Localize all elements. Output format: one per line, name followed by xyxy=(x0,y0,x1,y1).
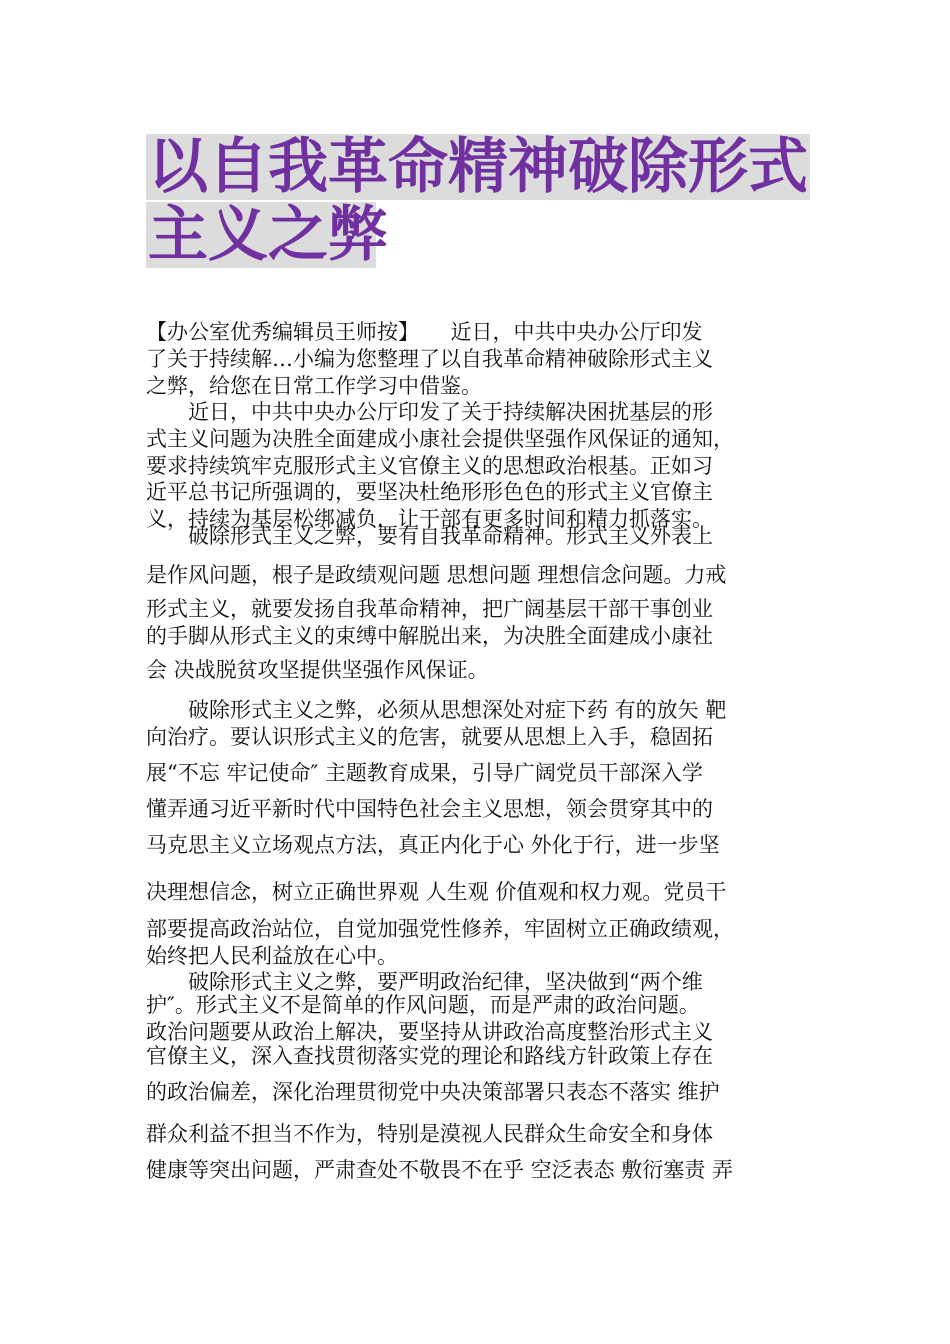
body-line: 决理想信念，树立正确世界观 人生观 价值观和权力观。党员干 xyxy=(146,880,727,904)
document-title-line-1: 以自我革命精神破除形式 xyxy=(148,132,808,202)
body-line: 政治问题要从政治上解决，要坚持从讲政治高度整治形式主义 xyxy=(146,1020,713,1044)
body-line: 懂弄通习近平新时代中国特色社会主义思想，领会贯穿其中的 xyxy=(146,797,713,821)
body-line: 向治疗。要认识形式主义的危害，就要从思想上入手，稳固拓 xyxy=(146,725,713,749)
body-line: 近日，中共中央办公厅印发了关于持续解决困扰基层的形 xyxy=(146,400,713,424)
body-line: 义，持续为基层松绑减负，让干部有更多时间和精力抓落实。 xyxy=(146,507,713,531)
body-line: 式主义问题为决胜全面建成小康社会提供坚强作风保证的通知， xyxy=(146,427,734,451)
body-line: 形式主义，就要发扬自我革命精神，把广阔基层干部干事创业 xyxy=(146,597,713,621)
body-line: 近平总书记所强调的，要坚决杜绝形形色色的形式主义官僚主 xyxy=(146,480,713,504)
body-line: 官僚主义，深入查找贯彻落实党的理论和路线方针政策上存在 xyxy=(146,1044,713,1068)
body-line: 健康等突出问题，严肃查处不敬畏不在乎 空泛表态 敷衍塞责 弄 xyxy=(146,1158,734,1182)
body-line: 展“不忘 牢记使命″ 主题教育成果，引导广阔党员干部深入学 xyxy=(146,761,703,785)
body-line: 破除形式主义之弊，要有自我革命精神。形式主义外表上 xyxy=(146,524,713,548)
body-line: 是作风问题，根子是政绩观问题 思想问题 理想信念问题。力戒 xyxy=(146,563,727,587)
body-line: 群众利益不担当不作为，特别是漠视人民群众生命安全和身体 xyxy=(146,1122,713,1146)
body-line: 马克思主义立场观点方法，真正内化于心 外化于行，进一步坚 xyxy=(146,833,720,857)
body-line: 始终把人民利益放在心中。 xyxy=(146,944,398,968)
body-line: 的手脚从形式主义的束缚中解脱出来，为决胜全面建成小康社 xyxy=(146,624,713,648)
body-line: 会 决战脱贫攻坚提供坚强作风保证。 xyxy=(146,658,489,682)
body-line: 之弊，给您在日常工作学习中借鉴。 xyxy=(146,374,482,398)
body-line: 【办公室优秀编辑员王师按】 近日，中共中央办公厅印发 xyxy=(146,320,703,344)
body-line: 破除形式主义之弊，要严明政治纪律，坚决做到“两个维 xyxy=(146,970,703,994)
body-line: 的政治偏差，深化治理贯彻党中央决策部署只表态不落实 维护 xyxy=(146,1080,720,1104)
body-line: 部要提高政治站位，自觉加强党性修养，牢固树立正确政绩观， xyxy=(146,917,734,941)
body-line: 了关于持续解…小编为您整理了以自我革命精神破除形式主义 xyxy=(146,347,713,371)
document-title-line-2: 主义之弊 xyxy=(148,200,388,270)
body-line: 破除形式主义之弊，必须从思想深处对症下药 有的放矢 靶 xyxy=(146,698,727,722)
body-line: 要求持续筑牢克服形式主义官僚主义的思想政治根基。正如习 xyxy=(146,454,713,478)
body-line: 护″。形式主义不是简单的作风问题，而是严肃的政治问题。 xyxy=(146,993,700,1017)
